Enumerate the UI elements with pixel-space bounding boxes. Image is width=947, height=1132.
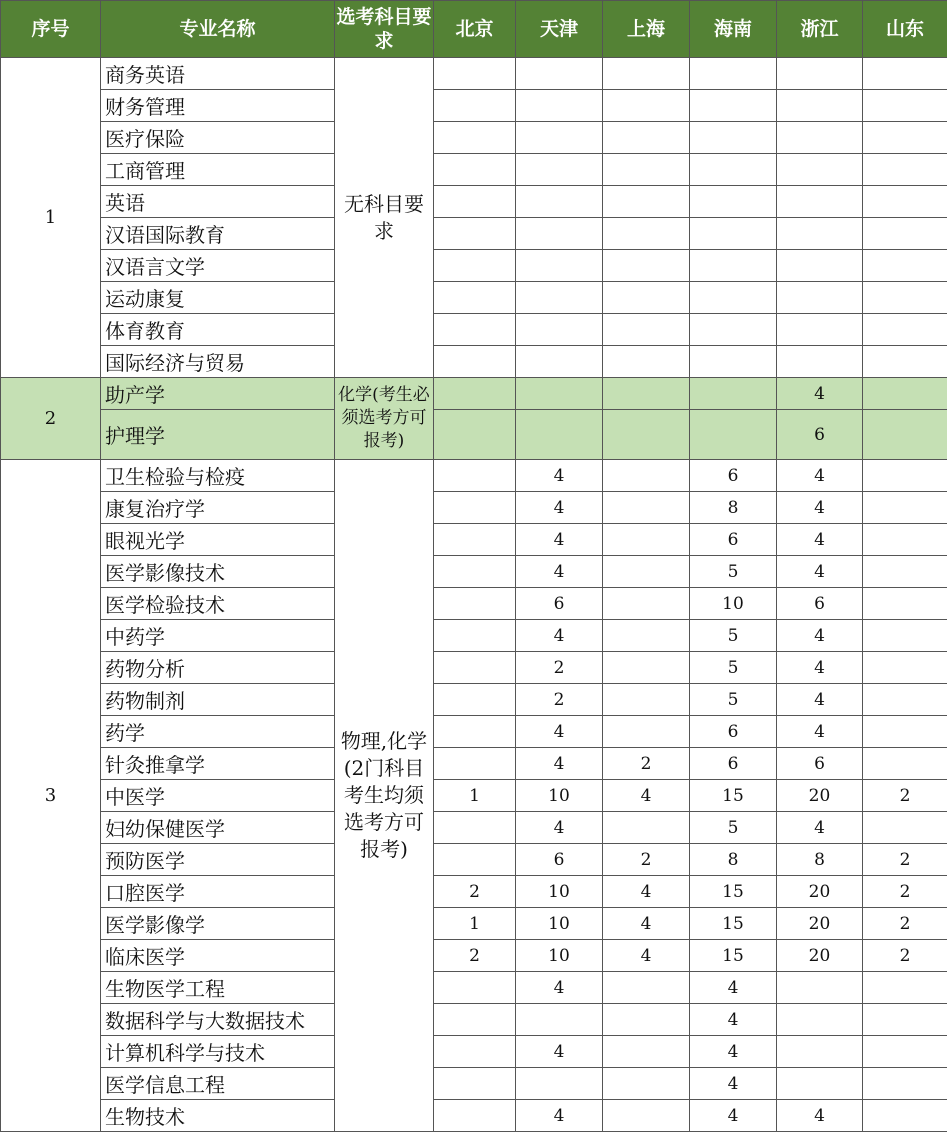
quota-cell [777,154,863,186]
quota-cell [516,346,603,378]
quota-cell [690,346,777,378]
quota-cell: 6 [516,844,603,876]
table-row [1,812,947,844]
quota-cell: 5 [690,556,777,588]
table-row [1,652,947,684]
quota-cell: 4 [516,524,603,556]
quota-cell [434,282,516,314]
quota-cell: 2 [863,876,947,908]
table-row [1,524,947,556]
quota-cell [603,460,690,492]
quota-cell: 6 [777,748,863,780]
quota-cell: 4 [516,1036,603,1068]
quota-cell: 2 [863,908,947,940]
quota-cell [690,282,777,314]
quota-cell [434,748,516,780]
quota-cell: 20 [777,780,863,812]
table-row [1,218,947,250]
quota-cell [863,218,947,250]
quota-cell [690,314,777,346]
quota-cell: 4 [516,620,603,652]
quota-cell: 2 [603,844,690,876]
major-name-cell: 助产学 [101,378,335,410]
quota-cell: 5 [690,812,777,844]
quota-cell: 15 [690,780,777,812]
table-row [1,186,947,218]
quota-cell [863,90,947,122]
table-row [1,1004,947,1036]
quota-cell [603,314,690,346]
quota-cell [863,282,947,314]
quota-cell [603,410,690,460]
quota-cell: 15 [690,876,777,908]
quota-cell [603,972,690,1004]
quota-cell [516,410,603,460]
quota-cell: 2 [863,940,947,972]
quota-cell [863,716,947,748]
quota-cell: 4 [777,620,863,652]
table-row [1,876,947,908]
quota-cell [690,218,777,250]
major-name-cell: 康复治疗学 [101,492,335,524]
table-row [1,972,947,1004]
quota-cell [434,410,516,460]
major-name-cell: 汉语国际教育 [101,218,335,250]
major-name-cell: 药物制剂 [101,684,335,716]
header-province: 上海 [603,1,690,58]
quota-cell [777,314,863,346]
quota-cell [434,972,516,1004]
quota-cell: 4 [516,972,603,1004]
quota-cell: 4 [603,780,690,812]
quota-cell: 4 [777,524,863,556]
major-name-cell: 眼视光学 [101,524,335,556]
quota-cell [434,346,516,378]
quota-cell [516,122,603,154]
major-name-cell: 临床医学 [101,940,335,972]
table-row [1,844,947,876]
quota-cell [434,844,516,876]
major-name-cell: 生物技术 [101,1100,335,1132]
quota-cell [777,1036,863,1068]
major-name-cell: 数据科学与大数据技术 [101,1004,335,1036]
quota-cell [603,346,690,378]
quota-cell [690,250,777,282]
quota-cell [777,250,863,282]
quota-cell [863,652,947,684]
quota-cell [863,250,947,282]
quota-cell: 4 [516,748,603,780]
quota-cell: 2 [863,780,947,812]
quota-cell: 10 [516,780,603,812]
quota-cell: 4 [603,908,690,940]
quota-cell [434,652,516,684]
quota-cell: 8 [777,844,863,876]
quota-cell: 6 [777,410,863,460]
table-row [1,122,947,154]
quota-cell [603,524,690,556]
quota-cell [863,410,947,460]
major-name-cell: 药物分析 [101,652,335,684]
major-name-cell: 预防医学 [101,844,335,876]
quota-cell [434,250,516,282]
quota-cell [603,186,690,218]
table-row [1,410,947,460]
quota-cell: 8 [690,844,777,876]
quota-cell [434,716,516,748]
quota-cell [603,652,690,684]
quota-cell [777,282,863,314]
subject-requirement-cell: 无科目要求 [335,58,434,378]
quota-cell: 5 [690,652,777,684]
major-name-cell: 针灸推拿学 [101,748,335,780]
quota-cell [863,620,947,652]
header-province: 天津 [516,1,603,58]
table-row [1,346,947,378]
table-row [1,492,947,524]
quota-cell [863,154,947,186]
quota-cell: 8 [690,492,777,524]
quota-cell [603,812,690,844]
quota-cell [863,58,947,90]
table-row [1,282,947,314]
quota-cell [863,346,947,378]
quota-cell: 5 [690,620,777,652]
quota-cell: 10 [516,940,603,972]
table-row [1,556,947,588]
quota-cell: 4 [777,684,863,716]
table-row [1,1036,947,1068]
quota-cell [690,154,777,186]
quota-cell [863,748,947,780]
header-row [1,1,947,58]
quota-cell [863,314,947,346]
quota-cell [434,154,516,186]
table-row [1,748,947,780]
quota-cell [603,556,690,588]
quota-cell [434,492,516,524]
quota-cell [603,378,690,410]
quota-cell: 4 [690,1068,777,1100]
quota-cell [777,1004,863,1036]
major-name-cell: 医学信息工程 [101,1068,335,1100]
quota-cell [516,314,603,346]
quota-cell [434,378,516,410]
quota-cell [603,492,690,524]
quota-cell [516,378,603,410]
quota-cell [863,1004,947,1036]
quota-cell: 2 [603,748,690,780]
quota-cell [603,250,690,282]
major-name-cell: 医学影像学 [101,908,335,940]
major-name-cell: 中药学 [101,620,335,652]
quota-cell: 4 [777,652,863,684]
quota-cell [603,684,690,716]
quota-cell [516,58,603,90]
quota-cell: 4 [516,1100,603,1132]
quota-cell [434,620,516,652]
quota-cell: 4 [777,460,863,492]
quota-cell [690,90,777,122]
quota-cell: 2 [434,940,516,972]
table-row [1,314,947,346]
table-row [1,460,947,492]
major-name-cell: 妇幼保健医学 [101,812,335,844]
quota-cell [603,716,690,748]
quota-cell [690,122,777,154]
major-name-cell: 医学影像技术 [101,556,335,588]
quota-cell [863,492,947,524]
quota-cell [516,186,603,218]
quota-cell [434,58,516,90]
quota-cell: 4 [777,1100,863,1132]
quota-cell: 20 [777,940,863,972]
quota-cell: 4 [516,812,603,844]
quota-cell [777,122,863,154]
quota-cell [603,588,690,620]
major-name-cell: 医学检验技术 [101,588,335,620]
quota-cell: 4 [777,812,863,844]
major-name-cell: 护理学 [101,410,335,460]
quota-cell [516,282,603,314]
quota-cell: 4 [516,556,603,588]
quota-cell [603,154,690,186]
table-row [1,908,947,940]
quota-cell: 4 [690,1036,777,1068]
quota-cell [863,186,947,218]
quota-cell: 10 [516,908,603,940]
table-row [1,780,947,812]
quota-cell [690,58,777,90]
quota-cell [863,556,947,588]
major-name-cell: 卫生检验与检疫 [101,460,335,492]
table-row [1,1100,947,1132]
quota-cell [863,122,947,154]
quota-cell [863,524,947,556]
quota-cell [863,588,947,620]
major-name-cell: 医疗保险 [101,122,335,154]
quota-cell: 6 [777,588,863,620]
quota-cell: 10 [516,876,603,908]
quota-cell [603,90,690,122]
quota-cell [777,972,863,1004]
quota-cell [434,1004,516,1036]
quota-cell [690,186,777,218]
major-name-cell: 运动康复 [101,282,335,314]
header-index: 序号 [1,1,101,58]
table-row [1,58,947,90]
table-row [1,154,947,186]
quota-cell [434,186,516,218]
quota-cell: 15 [690,940,777,972]
quota-cell: 4 [516,716,603,748]
subject-requirement-cell: 物理,化学(2门科目考生均须选考方可报考) [335,460,434,1132]
quota-cell: 4 [690,972,777,1004]
quota-cell: 4 [603,876,690,908]
table-row [1,716,947,748]
table-row [1,90,947,122]
table-row [1,250,947,282]
quota-cell [863,1100,947,1132]
table-row [1,620,947,652]
header-requirement: 选考科目要求 [335,1,434,58]
quota-cell [863,1068,947,1100]
header-province: 海南 [690,1,777,58]
major-name-cell: 商务英语 [101,58,335,90]
quota-cell [863,972,947,1004]
quota-cell [777,346,863,378]
group-index-cell: 1 [1,58,101,378]
quota-cell: 2 [516,652,603,684]
major-name-cell: 药学 [101,716,335,748]
header-province: 山东 [863,1,947,58]
quota-cell: 4 [516,492,603,524]
quota-cell [434,218,516,250]
quota-cell [603,1036,690,1068]
quota-cell: 6 [516,588,603,620]
quota-cell [434,1036,516,1068]
header-province: 北京 [434,1,516,58]
quota-cell [516,90,603,122]
quota-cell: 6 [690,716,777,748]
quota-cell [863,1036,947,1068]
group-index-cell: 2 [1,378,101,460]
quota-cell [434,122,516,154]
quota-cell: 2 [516,684,603,716]
quota-cell [516,1068,603,1100]
quota-cell [434,1068,516,1100]
quota-cell: 5 [690,684,777,716]
quota-cell [603,58,690,90]
quota-cell: 4 [777,492,863,524]
quota-cell [434,812,516,844]
quota-cell [434,460,516,492]
quota-cell: 15 [690,908,777,940]
quota-cell [434,90,516,122]
quota-cell [434,314,516,346]
quota-cell [434,684,516,716]
quota-cell [434,524,516,556]
quota-cell [863,812,947,844]
major-name-cell: 汉语言文学 [101,250,335,282]
quota-cell [690,410,777,460]
quota-cell [863,460,947,492]
quota-cell [516,250,603,282]
major-name-cell: 财务管理 [101,90,335,122]
quota-cell [603,282,690,314]
quota-cell: 1 [434,908,516,940]
quota-cell [863,684,947,716]
major-name-cell: 计算机科学与技术 [101,1036,335,1068]
quota-cell: 6 [690,460,777,492]
major-name-cell: 中医学 [101,780,335,812]
major-name-cell: 口腔医学 [101,876,335,908]
quota-cell: 4 [777,378,863,410]
quota-cell [434,1100,516,1132]
quota-cell [434,588,516,620]
quota-cell: 20 [777,876,863,908]
quota-cell [603,122,690,154]
quota-cell: 4 [690,1004,777,1036]
quota-cell [516,154,603,186]
major-name-cell: 生物医学工程 [101,972,335,1004]
quota-cell [603,218,690,250]
quota-cell [603,620,690,652]
header-major: 专业名称 [101,1,335,58]
major-name-cell: 工商管理 [101,154,335,186]
major-name-cell: 英语 [101,186,335,218]
subject-requirement-cell: 化学(考生必须选考方可报考) [335,378,434,460]
major-name-cell: 体育教育 [101,314,335,346]
quota-cell: 20 [777,908,863,940]
table-body [1,58,947,1132]
quota-cell [777,186,863,218]
quota-cell [690,378,777,410]
major-name-cell: 国际经济与贸易 [101,346,335,378]
quota-cell: 2 [863,844,947,876]
quota-cell [516,1004,603,1036]
quota-cell [777,58,863,90]
quota-cell: 6 [690,524,777,556]
quota-cell [777,1068,863,1100]
quota-cell [434,556,516,588]
table-row [1,940,947,972]
quota-cell: 4 [516,460,603,492]
quota-cell [777,90,863,122]
table-row [1,588,947,620]
table-row [1,1068,947,1100]
quota-cell [603,1068,690,1100]
table-row [1,684,947,716]
group-index-cell: 3 [1,460,101,1132]
quota-cell: 6 [690,748,777,780]
quota-cell: 2 [434,876,516,908]
quota-cell [777,218,863,250]
table-row [1,378,947,410]
quota-cell: 4 [603,940,690,972]
quota-cell: 4 [777,556,863,588]
quota-cell: 1 [434,780,516,812]
quota-cell: 10 [690,588,777,620]
quota-cell: 4 [690,1100,777,1132]
quota-cell: 4 [777,716,863,748]
quota-cell [603,1004,690,1036]
quota-cell [516,218,603,250]
quota-cell [863,378,947,410]
quota-cell [603,1100,690,1132]
header-province: 浙江 [777,1,863,58]
